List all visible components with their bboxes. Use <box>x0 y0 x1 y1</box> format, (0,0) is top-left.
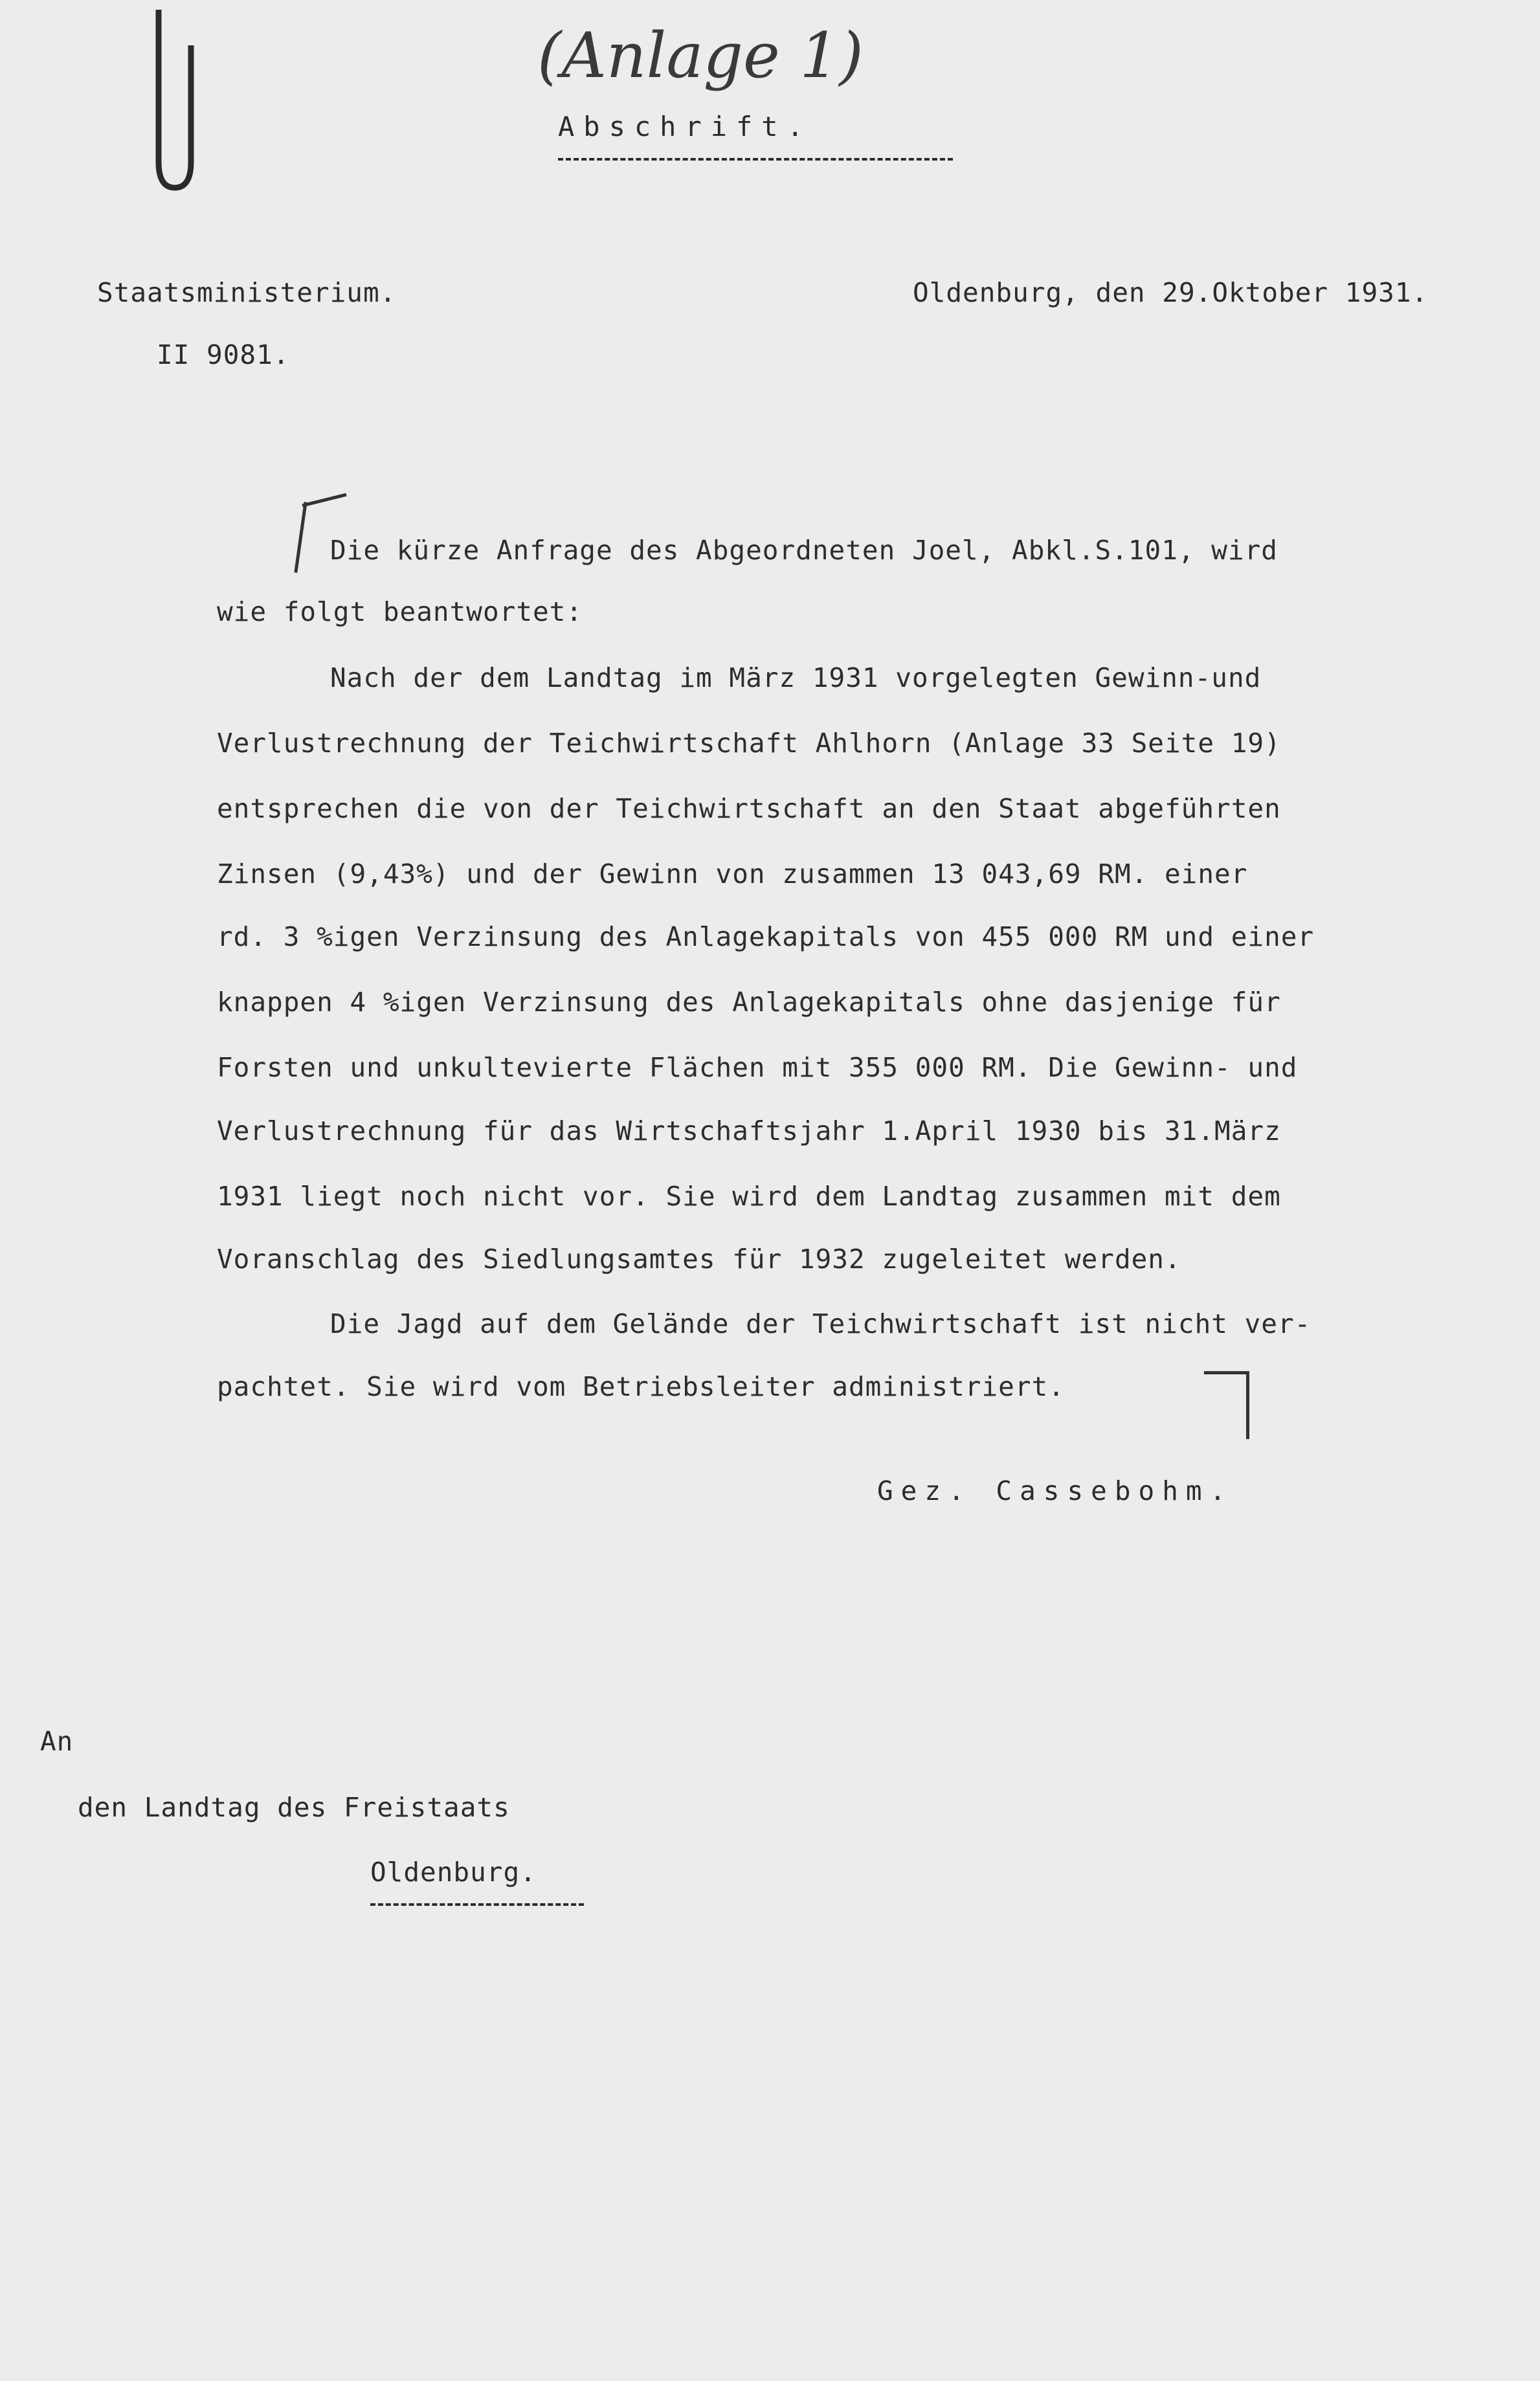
body-line: Zinsen (9,43%) und der Gewinn von zusammen 13 043,69 RM. einer <box>217 858 1248 889</box>
bracket-mark-start-top <box>302 493 346 508</box>
body-line: Die kürze Anfrage des Abgeordneten Joel, Abkl.S.101, wird <box>330 535 1278 566</box>
city-underline <box>370 1903 584 1906</box>
address-recipient: den Landtag des Freistaats <box>78 1792 510 1823</box>
body-line: Nach der dem Landtag im März 1931 vorgelegten Gewinn-und <box>330 662 1262 693</box>
body-line: Verlustrechnung für das Wirtschaftsjahr 1.April 1930 bis 31.März <box>217 1115 1281 1146</box>
reference-number: II 9081. <box>157 339 290 370</box>
body-line: rd. 3 %igen Verzinsung des Anlagekapitals von 455 000 RM und einer <box>217 921 1315 952</box>
body-line: knappen 4 %igen Verzinsung des Anlagekapitals ohne dasjenige für <box>217 987 1281 1018</box>
address-city: Oldenburg. <box>370 1857 537 1888</box>
body-line: Forsten und unkultevierte Flächen mit 355 000 RM. Die Gewinn- und <box>217 1052 1298 1083</box>
body-line: pachtet. Sie wird vom Betriebsleiter administriert. <box>217 1371 1065 1402</box>
bracket-mark-start <box>294 502 307 573</box>
paperclip-mark <box>146 6 204 194</box>
body-line: entsprechen die von der Teichwirtschaft an den Staat abgeführten <box>217 793 1281 824</box>
body-line: 1931 liegt noch nicht vor. Sie wird dem Landtag zusammen mit dem <box>217 1181 1281 1212</box>
handwritten-title: (Anlage 1) <box>537 19 864 92</box>
title-underline <box>558 158 953 161</box>
body-line: Voranschlag des Siedlungsamtes für 1932 zugeleitet werden. <box>217 1244 1181 1275</box>
sender-office: Staatsministerium. <box>97 277 397 308</box>
bracket-mark-end-top <box>1204 1371 1249 1374</box>
bracket-mark-end <box>1246 1371 1249 1439</box>
address-to: An <box>40 1726 74 1757</box>
body-line: Verlustrechnung der Teichwirtschaft Ahlhorn (Anlage 33 Seite 19) <box>217 728 1281 759</box>
document-type: Abschrift. <box>558 111 812 142</box>
signature-line: Gez. Cassebohm. <box>877 1475 1234 1506</box>
body-line: wie folgt beantwortet: <box>217 596 583 627</box>
place-date: Oldenburg, den 29.Oktober 1931. <box>913 277 1429 308</box>
body-line: Die Jagd auf dem Gelände der Teichwirtschaft ist nicht ver- <box>330 1308 1311 1339</box>
